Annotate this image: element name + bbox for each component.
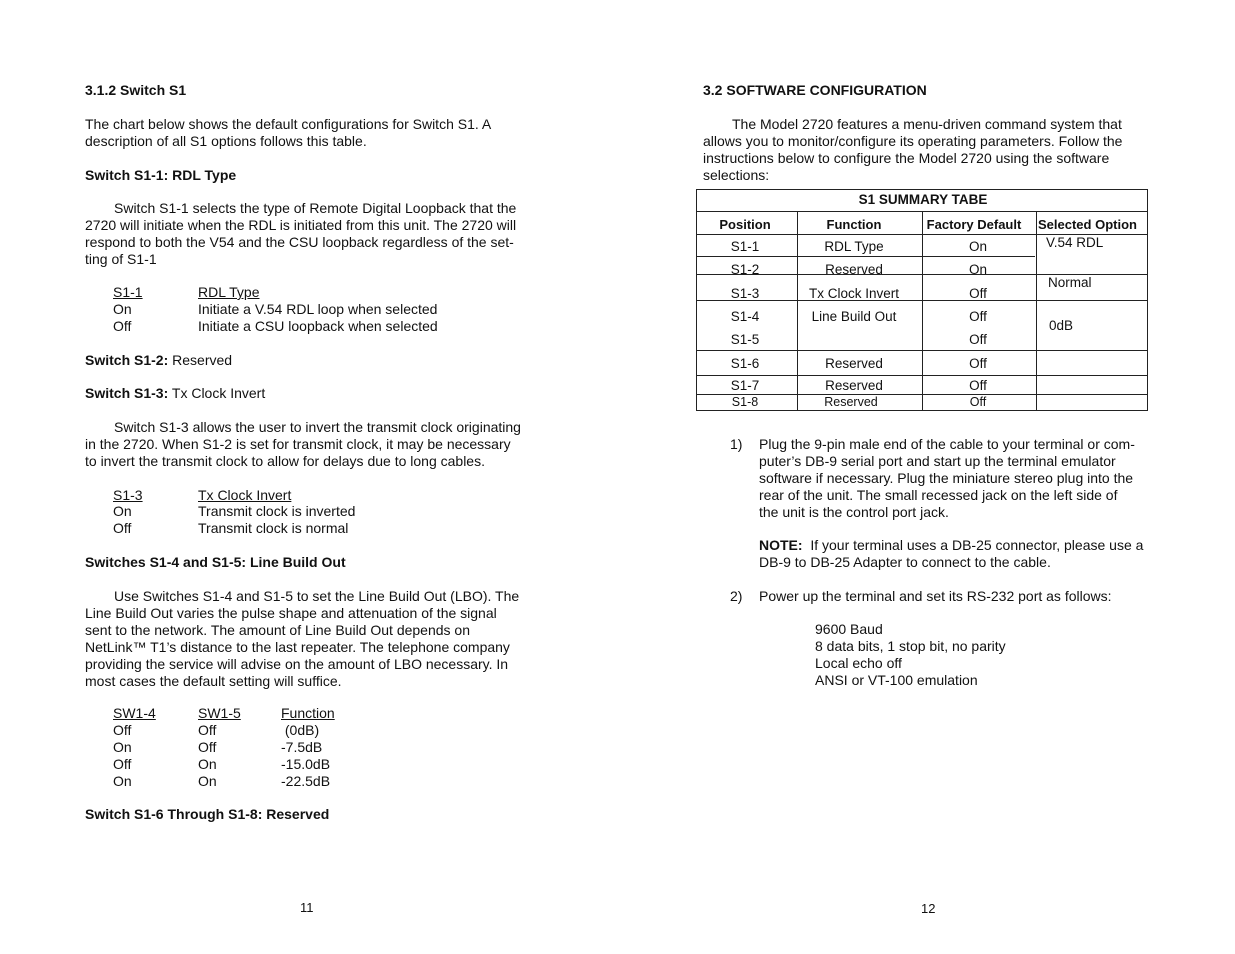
port-settings-list [815,621,1006,689]
table-cell: S1-2 [730,262,760,277]
table-cell: Off [969,286,987,301]
table-header: Function [281,705,335,721]
s1-3-label: Switch S1-3: [85,385,169,401]
text-line: instructions below to configure the Model 2720 using the software [703,150,1110,166]
table-cell: V.54 RDL [1046,235,1104,250]
table-title: S1 SUMMARY TABE [858,192,988,207]
table-header: S1-1 [113,284,143,300]
table-cell: -7.5dB [281,739,323,755]
text-line: The Model 2720 features a menu-driven command system that [732,116,1122,132]
table-cell: Reserved [825,356,883,371]
text-line: DB-9 to DB-25 Adapter to connect to the cable. [759,554,1051,570]
s1-45-paragraph [85,588,519,690]
table-cell: Off [198,722,217,738]
table-cell: Normal [1048,275,1092,290]
table-cell: -15.0dB [281,756,331,772]
s1-3-line [85,385,265,402]
text-line: most cases the default setting will suffice. [85,673,342,689]
list-item: 8 data bits, 1 stop bit, no parity [815,638,1006,654]
table-cell: On [968,239,988,254]
table-cell: Off [969,356,987,371]
table-header: Function [826,217,882,232]
text-line: selections: [703,167,770,183]
text-line: Use Switches S1-4 and S1-5 to set the Line Build Out (LBO). The [114,588,520,604]
note-label: NOTE: [759,537,803,553]
table-cell: Off [198,739,217,755]
table-rule [922,211,923,410]
table-rule [697,256,1035,257]
list-item: ANSI or VT-100 emulation [815,672,978,688]
table-cell: Reserved [824,395,878,409]
table-cell: Transmit clock is normal [198,520,349,536]
text-line: providing the service will advise on the amount of LBO necessary. In [85,656,509,672]
s1-2-label: Switch S1-2: [85,352,169,368]
s1-summary-table [696,189,1148,411]
table-cell: On [198,773,217,789]
text-line: to invert the transmit clock to allow for delays due to long cables. [85,453,485,469]
table-cell: On [113,503,132,519]
table-cell: On [113,739,132,755]
table-cell: RDL Type [824,239,884,254]
table-header: Tx Clock Invert [198,487,292,503]
table-cell: 0dB [1049,318,1074,333]
note [759,537,1143,571]
text-line: 2720 will initiate when the RDL is initiated from this unit. The 2720 will [85,217,517,233]
table-cell: On [198,756,217,772]
table-cell: Off [969,332,987,347]
table-header: Factory Default [926,217,1022,232]
text-line: NetLink™ T1’s distance to the last repeater. The telephone company [85,639,510,655]
table-cell: Line Build Out [811,309,897,324]
s1-2-line [85,352,232,369]
s1-45-heading: Switches S1-4 and S1-5: Line Build Out [85,554,346,570]
table-cell: S1-6 [730,356,760,371]
table-cell: On [968,262,988,277]
table-cell: Off [969,395,987,409]
text-line: description of all S1 options follows this table. [85,133,367,149]
s1-3-value: Tx Clock Invert [168,385,266,401]
table-cell: Off [969,309,987,324]
table-cell: Initiate a V.54 RDL loop when selected [198,301,438,317]
s1-1-heading: Switch S1-1: RDL Type [85,167,237,183]
section-heading: 3.1.2 Switch S1 [85,82,187,98]
table-cell: Initiate a CSU loopback when selected [198,318,438,334]
right-page [617,0,1235,954]
text-line: in the 2720. When S1-2 is set for transmit clock, it may be necessary [85,436,511,452]
table-cell: Reserved [825,378,883,393]
table-cell: S1-5 [730,332,760,347]
intro-paragraph [85,116,491,150]
table-header: RDL Type [198,284,260,300]
step-1-text [759,436,1135,521]
table-header: Selected Option [1038,217,1137,232]
left-page [0,0,617,954]
table-rule [797,211,798,410]
table-cell: On [113,301,132,317]
table-cell: -22.5dB [281,773,331,789]
table-cell: Tx Clock Invert [808,286,900,301]
table-cell: S1-7 [730,378,760,393]
table-cell: Off [969,378,987,393]
list-item: 9600 Baud [815,621,883,637]
table-cell: On [113,773,132,789]
text-line: Switch S1-1 selects the type of Remote Digital Loopback that the [114,200,517,216]
s1-68-heading: Switch S1-6 Through S1-8: Reserved [85,806,330,822]
table-rule [1036,211,1037,410]
s1-3-paragraph [85,419,521,470]
table-cell: Off [113,722,132,738]
table-cell: Reserved [825,262,883,277]
table-cell: Off [113,318,132,334]
s1-1-paragraph [85,200,516,268]
text-line: Plug the 9-pin male end of the cable to your terminal or com- [759,436,1135,452]
table-cell: S1-4 [730,309,760,324]
page-number: 11 [300,900,314,915]
table-cell: (0dB) [281,722,320,738]
list-item: Local echo off [815,655,902,671]
s1-2-value: Reserved [168,352,233,368]
intro-paragraph [703,116,1122,184]
table-cell: Transmit clock is inverted [198,503,356,519]
text-line: rear of the unit. The small recessed jack on the left side of [759,487,1118,503]
section-heading: 3.2 SOFTWARE CONFIGURATION [703,82,927,98]
text-line: allows you to monitor/configure its operating parameters. Follow the [703,133,1123,149]
table-cell: S1-1 [730,239,760,254]
table-cell: Off [113,756,132,772]
text-line: the unit is the control port jack. [759,504,949,520]
text-line: ting of S1-1 [85,251,157,267]
text-line: software if necessary. Plug the miniature stereo plug into the [759,470,1134,486]
table-header: SW1-5 [198,705,241,721]
note-text: If your terminal uses a DB-25 connector, please use a [802,537,1144,553]
table-cell: S1-8 [731,395,759,409]
table-cell: S1-3 [730,286,760,301]
text-line: respond to both the V54 and the CSU loopback regardless of the set- [85,234,514,250]
table-cell: Off [113,520,132,536]
text-line: The chart below shows the default configurations for Switch S1. A [85,116,492,132]
text-line: sent to the network. The amount of Line Build Out depends on [85,622,470,638]
table-header: Position [719,217,771,232]
step-2-text: Power up the terminal and set its RS-232 port as follows: [759,588,1112,604]
table-header: S1-3 [113,487,143,503]
table-header: SW1-4 [113,705,156,721]
page-number: 12 [921,901,936,916]
step-number: 2) [730,588,743,604]
text-line: Switch S1-3 allows the user to invert the transmit clock originating [114,419,521,435]
text-line: puter’s DB-9 serial port and start up the terminal emulator [759,453,1116,469]
step-number: 1) [730,436,743,452]
text-line: Line Build Out varies the pulse shape and attenuation of the signal [85,605,497,621]
